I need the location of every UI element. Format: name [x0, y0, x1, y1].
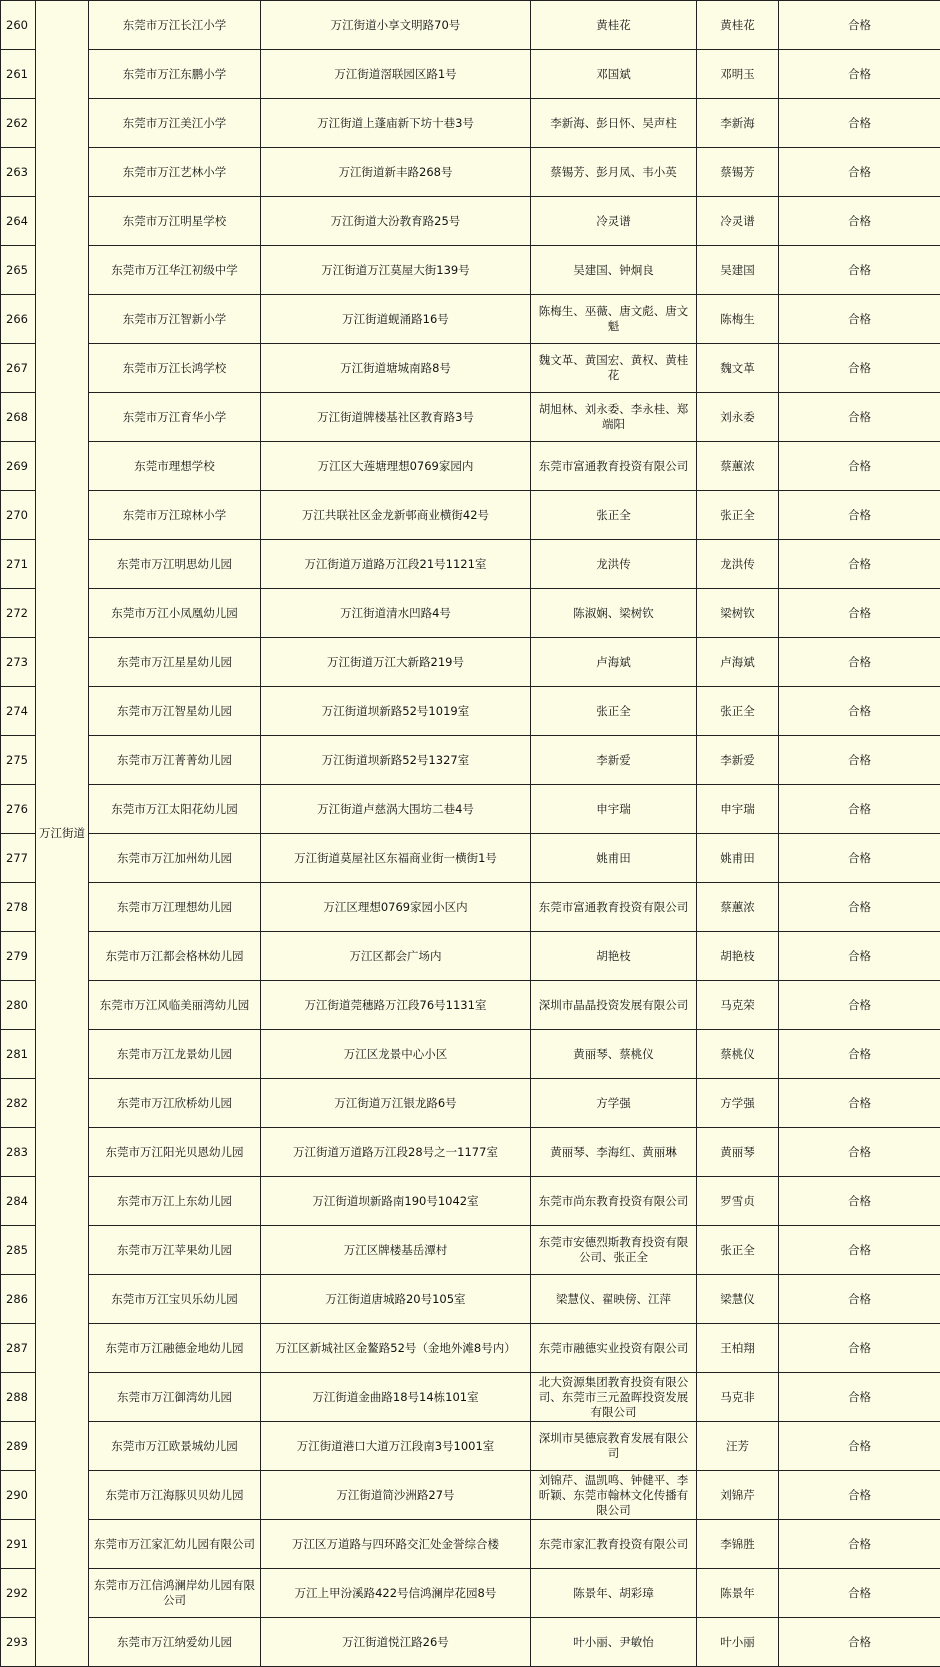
inspection-result: 合格: [779, 1, 940, 50]
school-address: 万江共联社区金龙新邨商业横街42号: [261, 491, 531, 540]
school-address: 万江区大莲塘理想0769家园内: [261, 442, 531, 491]
inspection-result: 合格: [779, 344, 940, 393]
row-number: 278: [1, 883, 36, 932]
school-name: 东莞市万江风临美丽湾幼儿园: [89, 981, 261, 1030]
inspection-result: 合格: [779, 1226, 940, 1275]
organizer: 深圳市昊德宸教育发展有限公司: [531, 1422, 697, 1471]
principal: 蔡桃仪: [697, 1030, 779, 1079]
table-row: [1, 1324, 940, 1373]
school-address: 万江街道滘联园区路1号: [261, 50, 531, 99]
school-name: 东莞市万江明星学校: [89, 197, 261, 246]
table-row: [1, 1275, 940, 1324]
school-address: 万江街道悦江路26号: [261, 1618, 531, 1667]
principal: 龙洪传: [697, 540, 779, 589]
principal: 叶小丽: [697, 1618, 779, 1667]
organizer: 卢海斌: [531, 638, 697, 687]
row-number: 272: [1, 589, 36, 638]
row-number: 275: [1, 736, 36, 785]
school-address: 万江街道塘城南路8号: [261, 344, 531, 393]
table-row: [1, 1226, 940, 1275]
organizer: 黄桂花: [531, 1, 697, 50]
school-name: 东莞市万江理想幼儿园: [89, 883, 261, 932]
principal: 刘锦芹: [697, 1471, 779, 1520]
school-name: 东莞市万江加州幼儿园: [89, 834, 261, 883]
row-number: 276: [1, 785, 36, 834]
school-name: 东莞市万江欧景城幼儿园: [89, 1422, 261, 1471]
table-row: [1, 883, 940, 932]
table-row: [1, 491, 940, 540]
row-number: 260: [1, 1, 36, 50]
organizer: 张正全: [531, 687, 697, 736]
school-name: 东莞市万江海豚贝贝幼儿园: [89, 1471, 261, 1520]
inspection-result: 合格: [779, 295, 940, 344]
school-address: 万江区万道路与四环路交汇处金誉综合楼: [261, 1520, 531, 1569]
inspection-result: 合格: [779, 1569, 940, 1618]
table-row: [1, 932, 940, 981]
table-row: [1, 99, 940, 148]
street-name: 万江街道: [36, 1, 89, 1667]
table-row: [1, 1422, 940, 1471]
table-row: [1, 295, 940, 344]
row-number: 290: [1, 1471, 36, 1520]
school-name: 东莞市万江太阳花幼儿园: [89, 785, 261, 834]
organizer: 陈淑娴、梁树钦: [531, 589, 697, 638]
principal: 蔡蕙浓: [697, 442, 779, 491]
organizer: 陈梅生、巫薇、唐文彪、唐文魁: [531, 295, 697, 344]
school-address: 万江街道港口大道万江段南3号1001室: [261, 1422, 531, 1471]
principal: 汪芳: [697, 1422, 779, 1471]
table-row: [1, 1373, 940, 1422]
principal: 黄桂花: [697, 1, 779, 50]
inspection-result: 合格: [779, 589, 940, 638]
organizer: 梁慧仪、翟映傍、江萍: [531, 1275, 697, 1324]
row-number: 286: [1, 1275, 36, 1324]
organizer: 陈景年、胡彩璋: [531, 1569, 697, 1618]
table-row: [1, 50, 940, 99]
table-row: [1, 1079, 940, 1128]
organizer: 张正全: [531, 491, 697, 540]
school-name: 东莞市理想学校: [89, 442, 261, 491]
school-address: 万江街道莫屋社区东福商业街一横街1号: [261, 834, 531, 883]
row-number: 277: [1, 834, 36, 883]
row-number: 270: [1, 491, 36, 540]
inspection-result: 合格: [779, 932, 940, 981]
school-name: 东莞市万江长鸿学校: [89, 344, 261, 393]
school-name: 东莞市万江苹果幼儿园: [89, 1226, 261, 1275]
inspection-result: 合格: [779, 1079, 940, 1128]
inspection-result: 合格: [779, 638, 940, 687]
row-number: 262: [1, 99, 36, 148]
school-address: 万江街道牌楼基社区教育路3号: [261, 393, 531, 442]
inspection-result: 合格: [779, 834, 940, 883]
organizer: 东莞市安德烈斯教育投资有限公司、张正全: [531, 1226, 697, 1275]
inspection-result: 合格: [779, 1324, 940, 1373]
principal: 蔡蕙浓: [697, 883, 779, 932]
principal: 马克非: [697, 1373, 779, 1422]
table-row: [1, 834, 940, 883]
table-row: [1, 687, 940, 736]
row-number: 288: [1, 1373, 36, 1422]
principal: 张正全: [697, 1226, 779, 1275]
row-number: 267: [1, 344, 36, 393]
principal: 陈景年: [697, 1569, 779, 1618]
school-name: 东莞市万江宝贝乐幼儿园: [89, 1275, 261, 1324]
table-row: [1, 442, 940, 491]
inspection-result: 合格: [779, 50, 940, 99]
row-number: 271: [1, 540, 36, 589]
school-name: 东莞市万江小凤凰幼儿园: [89, 589, 261, 638]
table-row: [1, 393, 940, 442]
school-name: 东莞市万江御湾幼儿园: [89, 1373, 261, 1422]
inspection-result: 合格: [779, 883, 940, 932]
school-name: 东莞市万江艺林小学: [89, 148, 261, 197]
inspection-result: 合格: [779, 1030, 940, 1079]
inspection-result: 合格: [779, 1177, 940, 1226]
principal: 蔡锡芳: [697, 148, 779, 197]
table-row: [1, 589, 940, 638]
principal: 魏文革: [697, 344, 779, 393]
organizer: 李新海、彭日怀、吴声柱: [531, 99, 697, 148]
row-number: 266: [1, 295, 36, 344]
school-name: 东莞市万江智新小学: [89, 295, 261, 344]
row-number: 274: [1, 687, 36, 736]
principal: 张正全: [697, 687, 779, 736]
principal: 李新海: [697, 99, 779, 148]
school-address: 万江街道万道路万江段28号之一1177室: [261, 1128, 531, 1177]
inspection-result: 合格: [779, 1373, 940, 1422]
organizer: 北大资源集团教育投资有限公司、东莞市三元盈晖投资发展有限公司: [531, 1373, 697, 1422]
school-address: 万江街道新丰路268号: [261, 148, 531, 197]
row-number: 268: [1, 393, 36, 442]
inspection-result: 合格: [779, 1422, 940, 1471]
principal: 王柏翔: [697, 1324, 779, 1373]
principal: 梁慧仪: [697, 1275, 779, 1324]
organizer: 邓国斌: [531, 50, 697, 99]
school-name: 东莞市万江融德金地幼儿园: [89, 1324, 261, 1373]
row-number: 273: [1, 638, 36, 687]
organizer: 姚甫田: [531, 834, 697, 883]
principal: 姚甫田: [697, 834, 779, 883]
school-name: 东莞市万江东鹏小学: [89, 50, 261, 99]
school-name: 东莞市万江信鸿澜岸幼儿园有限公司: [89, 1569, 261, 1618]
inspection-result: 合格: [779, 736, 940, 785]
school-address: 万江街道简沙洲路27号: [261, 1471, 531, 1520]
principal: 黄丽琴: [697, 1128, 779, 1177]
school-name: 东莞市万江育华小学: [89, 393, 261, 442]
organizer: 叶小丽、尹敏怡: [531, 1618, 697, 1667]
school-address: 万江街道坝新路南190号1042室: [261, 1177, 531, 1226]
table-row: [1, 1, 940, 50]
inspection-result: 合格: [779, 1471, 940, 1520]
principal: 刘永委: [697, 393, 779, 442]
row-number: 285: [1, 1226, 36, 1275]
school-address: 万江街道万江莫屋大街139号: [261, 246, 531, 295]
organizer: 魏文革、黄国宏、黄权、黄桂花: [531, 344, 697, 393]
row-number: 287: [1, 1324, 36, 1373]
school-address: 万江街道小享文明路70号: [261, 1, 531, 50]
inspection-result: 合格: [779, 687, 940, 736]
table-row: [1, 1520, 940, 1569]
row-number: 293: [1, 1618, 36, 1667]
inspection-result: 合格: [779, 99, 940, 148]
table-body: [1, 1, 940, 1667]
table-row: [1, 785, 940, 834]
table-row: [1, 344, 940, 393]
principal: 马克荣: [697, 981, 779, 1030]
table-row: [1, 246, 940, 295]
inspection-result: 合格: [779, 1520, 940, 1569]
organizer: 东莞市家汇教育投资有限公司: [531, 1520, 697, 1569]
inspection-result: 合格: [779, 246, 940, 295]
inspection-result: 合格: [779, 442, 940, 491]
inspection-result: 合格: [779, 1128, 940, 1177]
row-number: 283: [1, 1128, 36, 1177]
school-address: 万江街道万江银龙路6号: [261, 1079, 531, 1128]
principal: 方学强: [697, 1079, 779, 1128]
organizer: 黄丽琴、李海红、黄丽琳: [531, 1128, 697, 1177]
organizer: 深圳市晶晶投资发展有限公司: [531, 981, 697, 1030]
row-number: 269: [1, 442, 36, 491]
table-row: [1, 1471, 940, 1520]
school-name: 东莞市万江星星幼儿园: [89, 638, 261, 687]
table-row: [1, 981, 940, 1030]
school-address: 万江街道清水凹路4号: [261, 589, 531, 638]
principal: 冷灵谱: [697, 197, 779, 246]
inspection-result: 合格: [779, 148, 940, 197]
row-number: 279: [1, 932, 36, 981]
school-address: 万江街道上蓬庙新下坊十巷3号: [261, 99, 531, 148]
school-name: 东莞市万江欣桥幼儿园: [89, 1079, 261, 1128]
organizer: 刘锦芹、温凯鸣、钟健平、李昕颖、东莞市翰林文化传播有限公司: [531, 1471, 697, 1520]
school-address: 万江街道坝新路52号1019室: [261, 687, 531, 736]
principal: 胡艳枝: [697, 932, 779, 981]
school-name: 东莞市万江家汇幼儿园有限公司: [89, 1520, 261, 1569]
school-address: 万江区新城社区金鳌路52号（金地外滩8号内）: [261, 1324, 531, 1373]
table-row: [1, 148, 940, 197]
row-number: 292: [1, 1569, 36, 1618]
organizer: 李新爱: [531, 736, 697, 785]
row-number: 265: [1, 246, 36, 295]
school-address: 万江区都会广场内: [261, 932, 531, 981]
inspection-result: 合格: [779, 540, 940, 589]
table-row: [1, 1569, 940, 1618]
row-number: 284: [1, 1177, 36, 1226]
table-row: [1, 736, 940, 785]
organizer: 东莞市富通教育投资有限公司: [531, 442, 697, 491]
table-row: [1, 197, 940, 246]
principal: 卢海斌: [697, 638, 779, 687]
row-number: 282: [1, 1079, 36, 1128]
school-address: 万江街道万道路万江段21号1121室: [261, 540, 531, 589]
school-address: 万江街道莞穗路万江段76号1131室: [261, 981, 531, 1030]
table-row: [1, 1030, 940, 1079]
inspection-result: 合格: [779, 1275, 940, 1324]
row-number: 291: [1, 1520, 36, 1569]
school-address: 万江上甲汾溪路422号信鸿澜岸花园8号: [261, 1569, 531, 1618]
inspection-result: 合格: [779, 981, 940, 1030]
organizer: 胡旭林、刘永委、李永桂、郑端阳: [531, 393, 697, 442]
school-name: 东莞市万江长江小学: [89, 1, 261, 50]
inspection-result: 合格: [779, 491, 940, 540]
school-name: 东莞市万江上东幼儿园: [89, 1177, 261, 1226]
school-address: 万江街道坝新路52号1327室: [261, 736, 531, 785]
table-row: [1, 1128, 940, 1177]
organizer: 东莞市富通教育投资有限公司: [531, 883, 697, 932]
school-address: 万江街道卢慈涡大围坊二巷4号: [261, 785, 531, 834]
table-row: [1, 1618, 940, 1667]
principal: 邓明玉: [697, 50, 779, 99]
school-address: 万江区牌楼基岳潭村: [261, 1226, 531, 1275]
organizer: 东莞市融德实业投资有限公司: [531, 1324, 697, 1373]
inspection-result: 合格: [779, 393, 940, 442]
school-address: 万江街道金曲路18号14栋101室: [261, 1373, 531, 1422]
school-name: 东莞市万江纳爱幼儿园: [89, 1618, 261, 1667]
table-row: [1, 540, 940, 589]
school-address: 万江区龙景中心小区: [261, 1030, 531, 1079]
principal: 陈梅生: [697, 295, 779, 344]
organizer: 胡艳枝: [531, 932, 697, 981]
inspection-result: 合格: [779, 785, 940, 834]
inspection-result: 合格: [779, 197, 940, 246]
row-number: 261: [1, 50, 36, 99]
school-address: 万江街道蚬涌路16号: [261, 295, 531, 344]
principal: 张正全: [697, 491, 779, 540]
row-number: 280: [1, 981, 36, 1030]
school-name: 东莞市万江琼林小学: [89, 491, 261, 540]
school-address: 万江区理想0769家园小区内: [261, 883, 531, 932]
school-name: 东莞市万江龙景幼儿园: [89, 1030, 261, 1079]
row-number: 281: [1, 1030, 36, 1079]
organizer: 东莞市尚东教育投资有限公司: [531, 1177, 697, 1226]
school-name: 东莞市万江都会格林幼儿园: [89, 932, 261, 981]
organizer: 冷灵谱: [531, 197, 697, 246]
organizer: 龙洪传: [531, 540, 697, 589]
principal: 梁树钦: [697, 589, 779, 638]
table-row: [1, 1177, 940, 1226]
principal: 申宇瑞: [697, 785, 779, 834]
school-name: 东莞市万江智星幼儿园: [89, 687, 261, 736]
school-address: 万江街道唐城路20号105室: [261, 1275, 531, 1324]
inspection-result: 合格: [779, 1618, 940, 1667]
organizer: 黄丽琴、蔡桃仪: [531, 1030, 697, 1079]
principal: 李新爱: [697, 736, 779, 785]
organizer: 吴建国、钟炯良: [531, 246, 697, 295]
school-address: 万江街道万江大新路219号: [261, 638, 531, 687]
table-row: [1, 638, 940, 687]
organizer: 方学强: [531, 1079, 697, 1128]
organizer: 蔡锡芳、彭月凤、韦小英: [531, 148, 697, 197]
principal: 罗雪贞: [697, 1177, 779, 1226]
organizer: 申宇瑞: [531, 785, 697, 834]
school-name: 东莞市万江美江小学: [89, 99, 261, 148]
principal: 李锦胜: [697, 1520, 779, 1569]
principal: 吴建国: [697, 246, 779, 295]
row-number: 263: [1, 148, 36, 197]
school-name: 东莞市万江明思幼儿园: [89, 540, 261, 589]
row-number: 289: [1, 1422, 36, 1471]
school-name: 东莞市万江菁菁幼儿园: [89, 736, 261, 785]
school-address: 万江街道大汾教育路25号: [261, 197, 531, 246]
row-number: 264: [1, 197, 36, 246]
school-name: 东莞市万江华江初级中学: [89, 246, 261, 295]
school-name: 东莞市万江阳光贝恩幼儿园: [89, 1128, 261, 1177]
